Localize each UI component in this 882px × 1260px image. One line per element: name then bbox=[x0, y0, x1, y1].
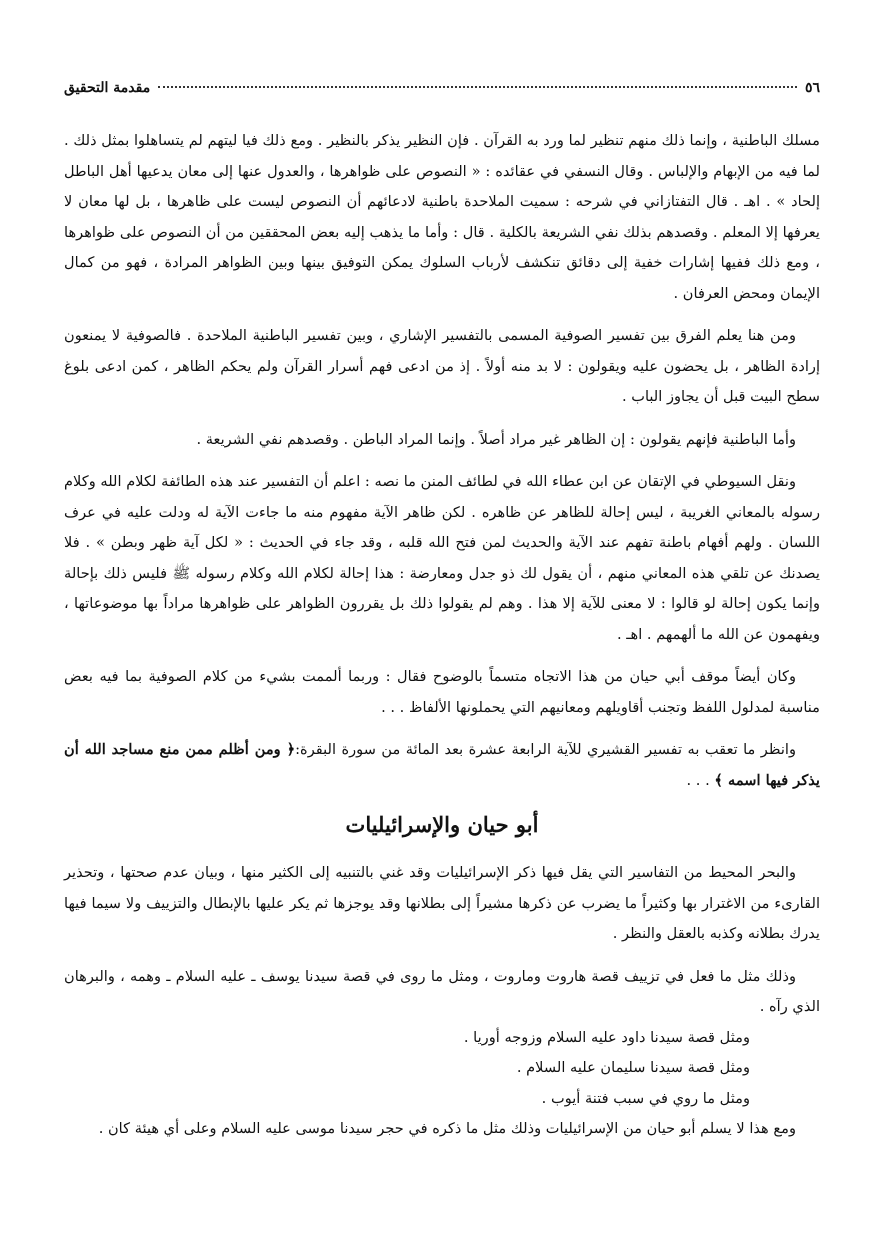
header-dotted-leader bbox=[158, 86, 797, 88]
paragraph-3: وأما الباطنية فإنهم يقولون : إن الظاهر غير مراد أصلاً . وإنما المراد الباطن . وقصدهم نفي الشريعة . bbox=[196, 430, 796, 448]
paragraph-7: والبحر المحيط من التفاسير التي يقل فيها ذكر الإسرائيليات وقد غني بالتنبيه إلى الكثير منها ، وبيان عدم صحتها ، وتحذير القارىء من الاغترار بها وكثيراً ما يضرب عن ذكرها مشيراً إلى بطلانها وقد يوجزها ثم يكر عليها بالإبطال والتزييف ولا سيما فيها يدرك بطلانه وكذبه بالعقل والنظر . bbox=[64, 864, 820, 942]
section-heading: أبو حيان والإسرائيليات bbox=[345, 812, 539, 837]
paragraph-6 bbox=[64, 735, 820, 796]
paragraph-9: ومع هذا لا يسلم أبو حيان من الإسرائيليات وذلك مثل ما ذكره في حجر سيدنا موسى عليه السلام وعلى أي هيئة كان . bbox=[98, 1120, 796, 1137]
paragraph-8: وذلك مثل ما فعل في تزييف قصة هاروت وماروت ، ومثل ما روى في قصة سيدنا يوسف ـ عليه السلام ـ وهمه ، والبرهان الذي رآه . bbox=[64, 967, 820, 1015]
quran-verse: ﴿ ومن أظلم ممن منع مساجد الله أن يذكر فيها اسمه ﴾ bbox=[64, 741, 820, 789]
list-item: ومثل ما روي في سبب فتنة أيوب . bbox=[541, 1089, 750, 1107]
section-title: مقدمة التحقيق bbox=[64, 80, 151, 96]
page-number: ٥٦ bbox=[804, 80, 820, 96]
paragraph-1: مسلك الباطنية ، وإنما ذلك منهم تنظير لما ورد به القرآن . فإن النظير يذكر بالنظير . ومع ذلك فيا ليتهم لم يتساهلوا بمثل ذلك . لما فيه من الإبهام والإلباس . وقال النسفي في عقائده : « النصوص على ظواهرها ، والعدول عنها إلى معان يدعيها أهل الباطل إلحاد » . اهـ . قال التفتازاني في شرحه : سميت الملاحدة باطنية لادعائهم أن النصوص ليست على ظاهرها ، بل لها معان لا يعرفها إلا المعلم . وقصدهم بذلك نفي الشريعة بالكلية . قال : وأما ما يذهب إليه بعض المحققين من أن النصوص على ظواهرها ، ومع ذلك ففيها إشارات خفية إلى دقائق تنكشف لأرباب السلوك يمكن التوفيق بينها وبين الظواهر المرادة ، فهو من كمال الإيمان ومحض العرفان . bbox=[64, 132, 820, 302]
paragraph-2: ومن هنا يعلم الفرق بين تفسير الصوفية المسمى بالتفسير الإشاري ، وبين تفسير الباطنية الملاحدة . فالصوفية لا يمنعون إرادة الظاهر ، بل يحضون عليه ويقولون : لا بد منه أولاً . إذ من ادعى فهم أسرار القرآن ولم يحكم الظاهر ، كمن ادعى بلوغ سطح البيت قبل أن يجاوز الباب . bbox=[64, 327, 820, 405]
list-item: ومثل قصة سيدنا داود عليه السلام وزوجه أوريا . bbox=[463, 1028, 750, 1046]
paragraph-5: وكان أيضاً موقف أبي حيان من هذا الاتجاه متسماً بالوضوح فقال : وربما ألممت بشيء من كلام الصوفية بما فيه بعض مناسبة لمدلول اللفظ وتجنب أقاويلهم ومعانيهم التي يحملونها الألفاظ . . . bbox=[64, 668, 820, 716]
list-item: ومثل قصة سيدنا سليمان عليه السلام . bbox=[516, 1059, 750, 1076]
running-header bbox=[64, 80, 820, 106]
paragraph-6-text: وانظر ما تعقب به تفسير القشيري للآية الرابعة عشرة بعد المائة من سورة البقرة: bbox=[295, 741, 796, 758]
examples-list bbox=[64, 1023, 820, 1115]
paragraph-6-tail: . . . bbox=[686, 771, 715, 789]
page-body bbox=[64, 126, 820, 1145]
paragraph-4: ونقل السيوطي في الإتقان عن ابن عطاء الله في لطائف المنن ما نصه : اعلم أن التفسير عند هذه الطائفة لكلام الله وكلام رسوله بالمعاني الغريبة ، ليس إحالة للظاهر عن ظاهره . لكن ظاهر الآية مفهوم منه ما جاءت الآية له ودلت عليه في عرف اللسان . ولهم أفهام باطنة تفهم عند الآية والحديث لمن فتح الله قلبه ، وقد جاء في الحديث : « لكل آية ظهر وبطن » . فلا يصدنك عن تلقي هذه المعاني منهم ، أن يقول لك ذو جدل ومعارضة : هذا إحالة لكلام الله وكلام رسوله ﷺ فليس ذلك بإحالة وإنما يكون إحالة لو قالوا : لا معنى للآية إلا هذا . وهم لم يقولوا ذلك بل يقررون الظواهر على ظواهرها مراداً بها موضوعاتها ، ويفهمون عن الله ما ألهمهم . اهـ . bbox=[64, 473, 820, 643]
